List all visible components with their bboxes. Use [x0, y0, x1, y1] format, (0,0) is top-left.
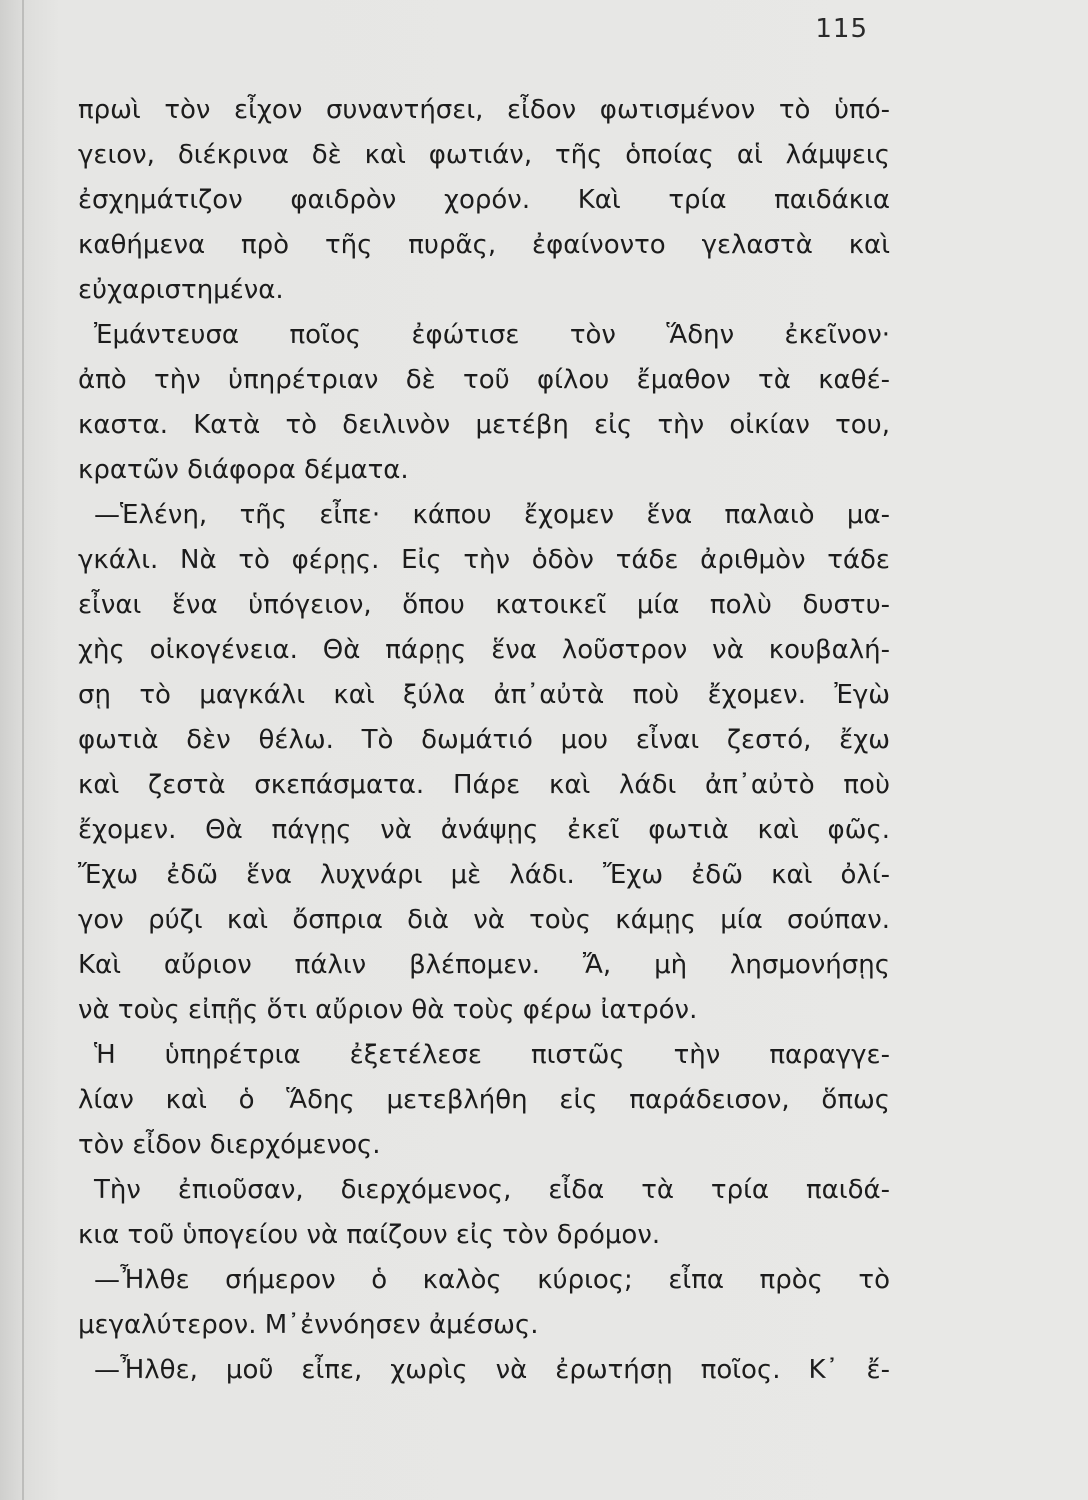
text-line: —Ἦλθε, μοῦ εἶπε, χωρὶς νὰ ἐρωτήσῃ ποῖος. Κ᾿ ἔ-	[94, 1355, 890, 1385]
text-line: εἶναι ἕνα ὑπόγειον, ὅπου κατοικεῖ μία πολὺ δυστυ-	[78, 590, 890, 620]
page-gutter	[22, 0, 24, 1500]
text-line: —Ἑλένη, τῆς εἶπε· κάπου ἔχομεν ἕνα παλαιὸ μα-	[94, 500, 890, 530]
text-line: καθήμενα πρὸ τῆς πυρᾶς, ἐφαίνοντο γελαστὰ καὶ	[78, 230, 890, 260]
text-line: μεγαλύτερον. Μ᾿ἐννόησεν ἀμέσως.	[78, 1310, 539, 1340]
text-line: Ἐμάντευσα ποῖος ἐφώτισε τὸν Ἅδην ἐκεῖνον·	[94, 320, 890, 350]
text-line: σῃ τὸ μαγκάλι καὶ ξύλα ἀπ᾿αὐτὰ ποὺ ἔχομεν. Ἐγὼ	[78, 680, 890, 710]
text-line: Ἡ ὑπηρέτρια ἐξετέλεσε πιστῶς τὴν παραγγε-	[94, 1040, 890, 1070]
text-line: καστα. Κατὰ τὸ δειλινὸν μετέβη εἰς τὴν οἰκίαν του,	[78, 410, 890, 440]
text-line: φωτιὰ δὲν θέλω. Τὸ δωμάτιό μου εἶναι ζεστό, ἔχω	[78, 725, 890, 755]
text-line: καὶ ζεστὰ σκεπάσματα. Πάρε καὶ λάδι ἀπ᾿αὐτὸ ποὺ	[78, 770, 890, 800]
text-line: κια τοῦ ὑπογείου νὰ παίζουν εἰς τὸν δρόμον.	[78, 1220, 661, 1250]
body-text	[78, 88, 890, 1393]
page-number: 115	[815, 14, 868, 44]
text-line: ἀπὸ τὴν ὑπηρέτριαν δὲ τοῦ φίλου ἔμαθον τὰ καθέ-	[78, 365, 890, 395]
text-line: γκάλι. Νὰ τὸ φέρῃς. Εἰς τὴν ὁδὸν τάδε ἀριθμὸν τάδε	[78, 545, 890, 575]
text-line: λίαν καὶ ὁ Ἅδης μετεβλήθη εἰς παράδεισον, ὅπως	[78, 1085, 890, 1115]
text-line: ἐσχημάτιζον φαιδρὸν χορόν. Καὶ τρία παιδάκια	[78, 185, 890, 215]
text-line: Τὴν ἐπιοῦσαν, διερχόμενος, εἶδα τὰ τρία παιδά-	[94, 1175, 890, 1205]
text-line: γειον, διέκρινα δὲ καὶ φωτιάν, τῆς ὁποίας αἱ λάμψεις	[78, 140, 890, 170]
text-line: ἔχομεν. Θὰ πάγῃς νὰ ἀνάψῃς ἐκεῖ φωτιὰ καὶ φῶς.	[78, 815, 890, 845]
text-line: γον ρύζι καὶ ὄσπρια διὰ νὰ τοὺς κάμῃς μία σούπαν.	[78, 905, 890, 935]
text-line: Καὶ αὔριον πάλιν βλέπομεν. Ἄ, μὴ λησμονήσῃς	[78, 950, 890, 980]
text-line: κρατῶν διάφορα δέματα.	[78, 455, 409, 485]
text-line: νὰ τοὺς εἰπῇς ὅτι αὔριον θὰ τοὺς φέρω ἰατρόν.	[78, 995, 698, 1025]
text-line: πρωὶ τὸν εἶχον συναντήσει, εἶδον φωτισμένον τὸ ὑπό-	[78, 95, 890, 125]
text-line: Ἔχω ἐδῶ ἕνα λυχνάρι μὲ λάδι. Ἔχω ἐδῶ καὶ ὀλί-	[78, 860, 890, 890]
text-line: τὸν εἶδον διερχόμενος.	[78, 1130, 381, 1160]
text-line: χὴς οἰκογένεια. Θὰ πάρῃς ἕνα λοῦστρον νὰ κουβαλή-	[78, 635, 890, 665]
text-line: —Ἦλθε σήμερον ὁ καλὸς κύριος; εἶπα πρὸς τὸ	[94, 1265, 890, 1295]
text-line: εὐχαριστημένα.	[78, 275, 284, 305]
